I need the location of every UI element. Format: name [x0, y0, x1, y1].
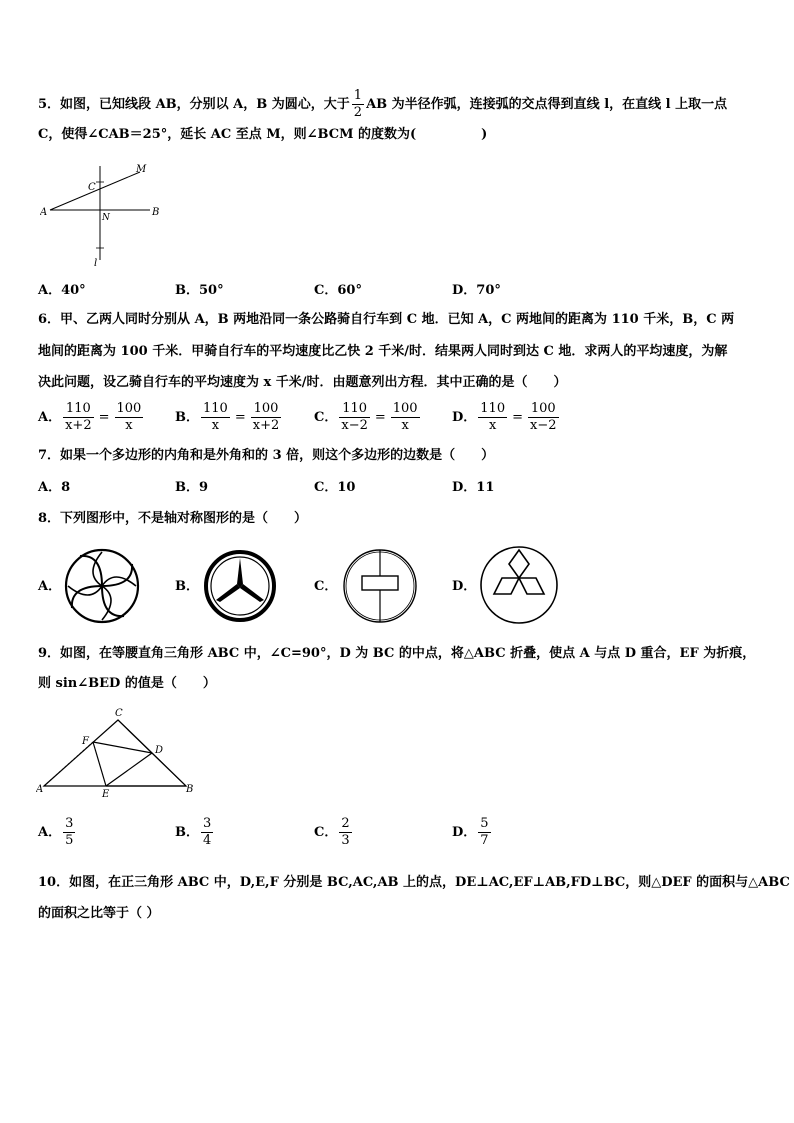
q7-option-d: D．11 — [452, 480, 495, 495]
q8-figure-pinwheel — [62, 546, 142, 626]
q5-option-c: C．60° — [314, 283, 362, 298]
q8-line-1: 8．下列图形中，不是轴对称图形的是（ ） — [38, 511, 308, 526]
label-f: F — [82, 736, 89, 747]
q5-option-d: D．70° — [452, 283, 501, 298]
q5-line-2: C，使得∠CAB＝25°，延长 AC 至点 M，则∠BCM 的度数为( ) — [38, 127, 488, 142]
q9-figure — [36, 702, 206, 798]
label-a: A — [36, 784, 44, 795]
q5-half-fraction: $\frac{1}{2}$ — [353, 88, 363, 120]
q10-line-1: 10．如图，在正三角形 ABC 中，D,E,F 分别是 BC,AC,AB 上的点，DE⊥AC,EF⊥AB,FD⊥BC，则△DEF 的面积与△ABC — [38, 875, 790, 890]
q8-figure-three-diamonds — [478, 544, 560, 626]
q9-line-2: 则 sin∠BED 的值是（ ） — [38, 676, 216, 691]
q6-line-3: 决此问题，设乙骑自行车的平均速度为 x 千米/时．由题意列出方程．其中正确的是（ ） — [38, 375, 567, 390]
q5-option-a: A．40° — [38, 283, 86, 298]
label-l: l — [94, 258, 98, 269]
q8-figure-star-emblem — [202, 548, 278, 624]
q8-option-a-label: A． — [38, 579, 62, 594]
q6-option-a: A． $\frac{110}{x+2}$ = $\frac{100}{x}$ — [38, 401, 142, 433]
label-b: B — [186, 784, 194, 795]
q5-option-b: B．50° — [175, 283, 224, 298]
q7-option-c: C．10 — [314, 480, 356, 495]
label-b: B — [152, 207, 160, 218]
label-d: D — [155, 745, 164, 756]
q7-option-a: A．8 — [38, 480, 71, 495]
q9-option-d: D． $\frac{5}{7}$ — [452, 816, 489, 848]
q9-line-1: 9．如图，在等腰直角三角形 ABC 中，∠C=90°，D 为 BC 的中点，将△ABC 折叠，使点 A 与点 D 重合，EF 为折痕， — [38, 646, 756, 661]
q7-line-1: 7．如果一个多边形的内角和是外角和的 3 倍，则这个多边形的边数是（ ） — [38, 448, 495, 463]
q9-option-a: A． $\frac{3}{5}$ — [38, 816, 74, 848]
q5-text-part-1: 5．如图，已知线段 AB，分别以 A，B 为圆心，大于 — [38, 97, 350, 112]
q8-option-c-label: C． — [314, 579, 338, 594]
q6-line-1: 6．甲、乙两人同时分别从 A，B 两地沿同一条公路骑自行车到 C 地．已知 A，C 两地间的距离为 110 千米，B，C 两 — [38, 312, 735, 327]
label-e: E — [102, 789, 110, 798]
label-n: N — [102, 213, 110, 223]
q8-figure-circle-rectangle — [340, 546, 420, 626]
q6-option-d: D． $\frac{110}{x}$ = $\frac{100}{x-2}$ — [452, 401, 557, 433]
q5-line-1 — [38, 88, 727, 121]
q5-figure — [40, 160, 170, 270]
q6-option-b: B． $\frac{110}{x}$ = $\frac{100}{x+2}$ — [175, 401, 280, 433]
q9-option-b: B． $\frac{3}{4}$ — [175, 816, 212, 848]
q6-line-2: 地间的距离为 100 千米．甲骑自行车的平均速度比乙快 2 千米/时．结果两人同时到达 C 地．求两人的平均速度，为解 — [38, 344, 728, 359]
q9-option-c: C． $\frac{2}{3}$ — [314, 816, 350, 848]
q6-option-c: C． $\frac{110}{x-2}$ = $\frac{100}{x}$ — [314, 401, 418, 433]
q8-option-d-label: D． — [452, 579, 477, 594]
label-a: A — [40, 207, 48, 218]
q8-option-b-label: B． — [175, 579, 199, 594]
q7-option-b: B．9 — [175, 480, 209, 495]
label-c: C — [115, 708, 123, 719]
label-m: M — [136, 164, 147, 175]
q5-text-part-2: AB 为半径作弧，连接弧的交点得到直线 l，在直线 l 上取一点 — [366, 97, 728, 112]
label-c: C — [88, 182, 96, 193]
q10-line-2: 的面积之比等于（ ） — [38, 906, 160, 921]
